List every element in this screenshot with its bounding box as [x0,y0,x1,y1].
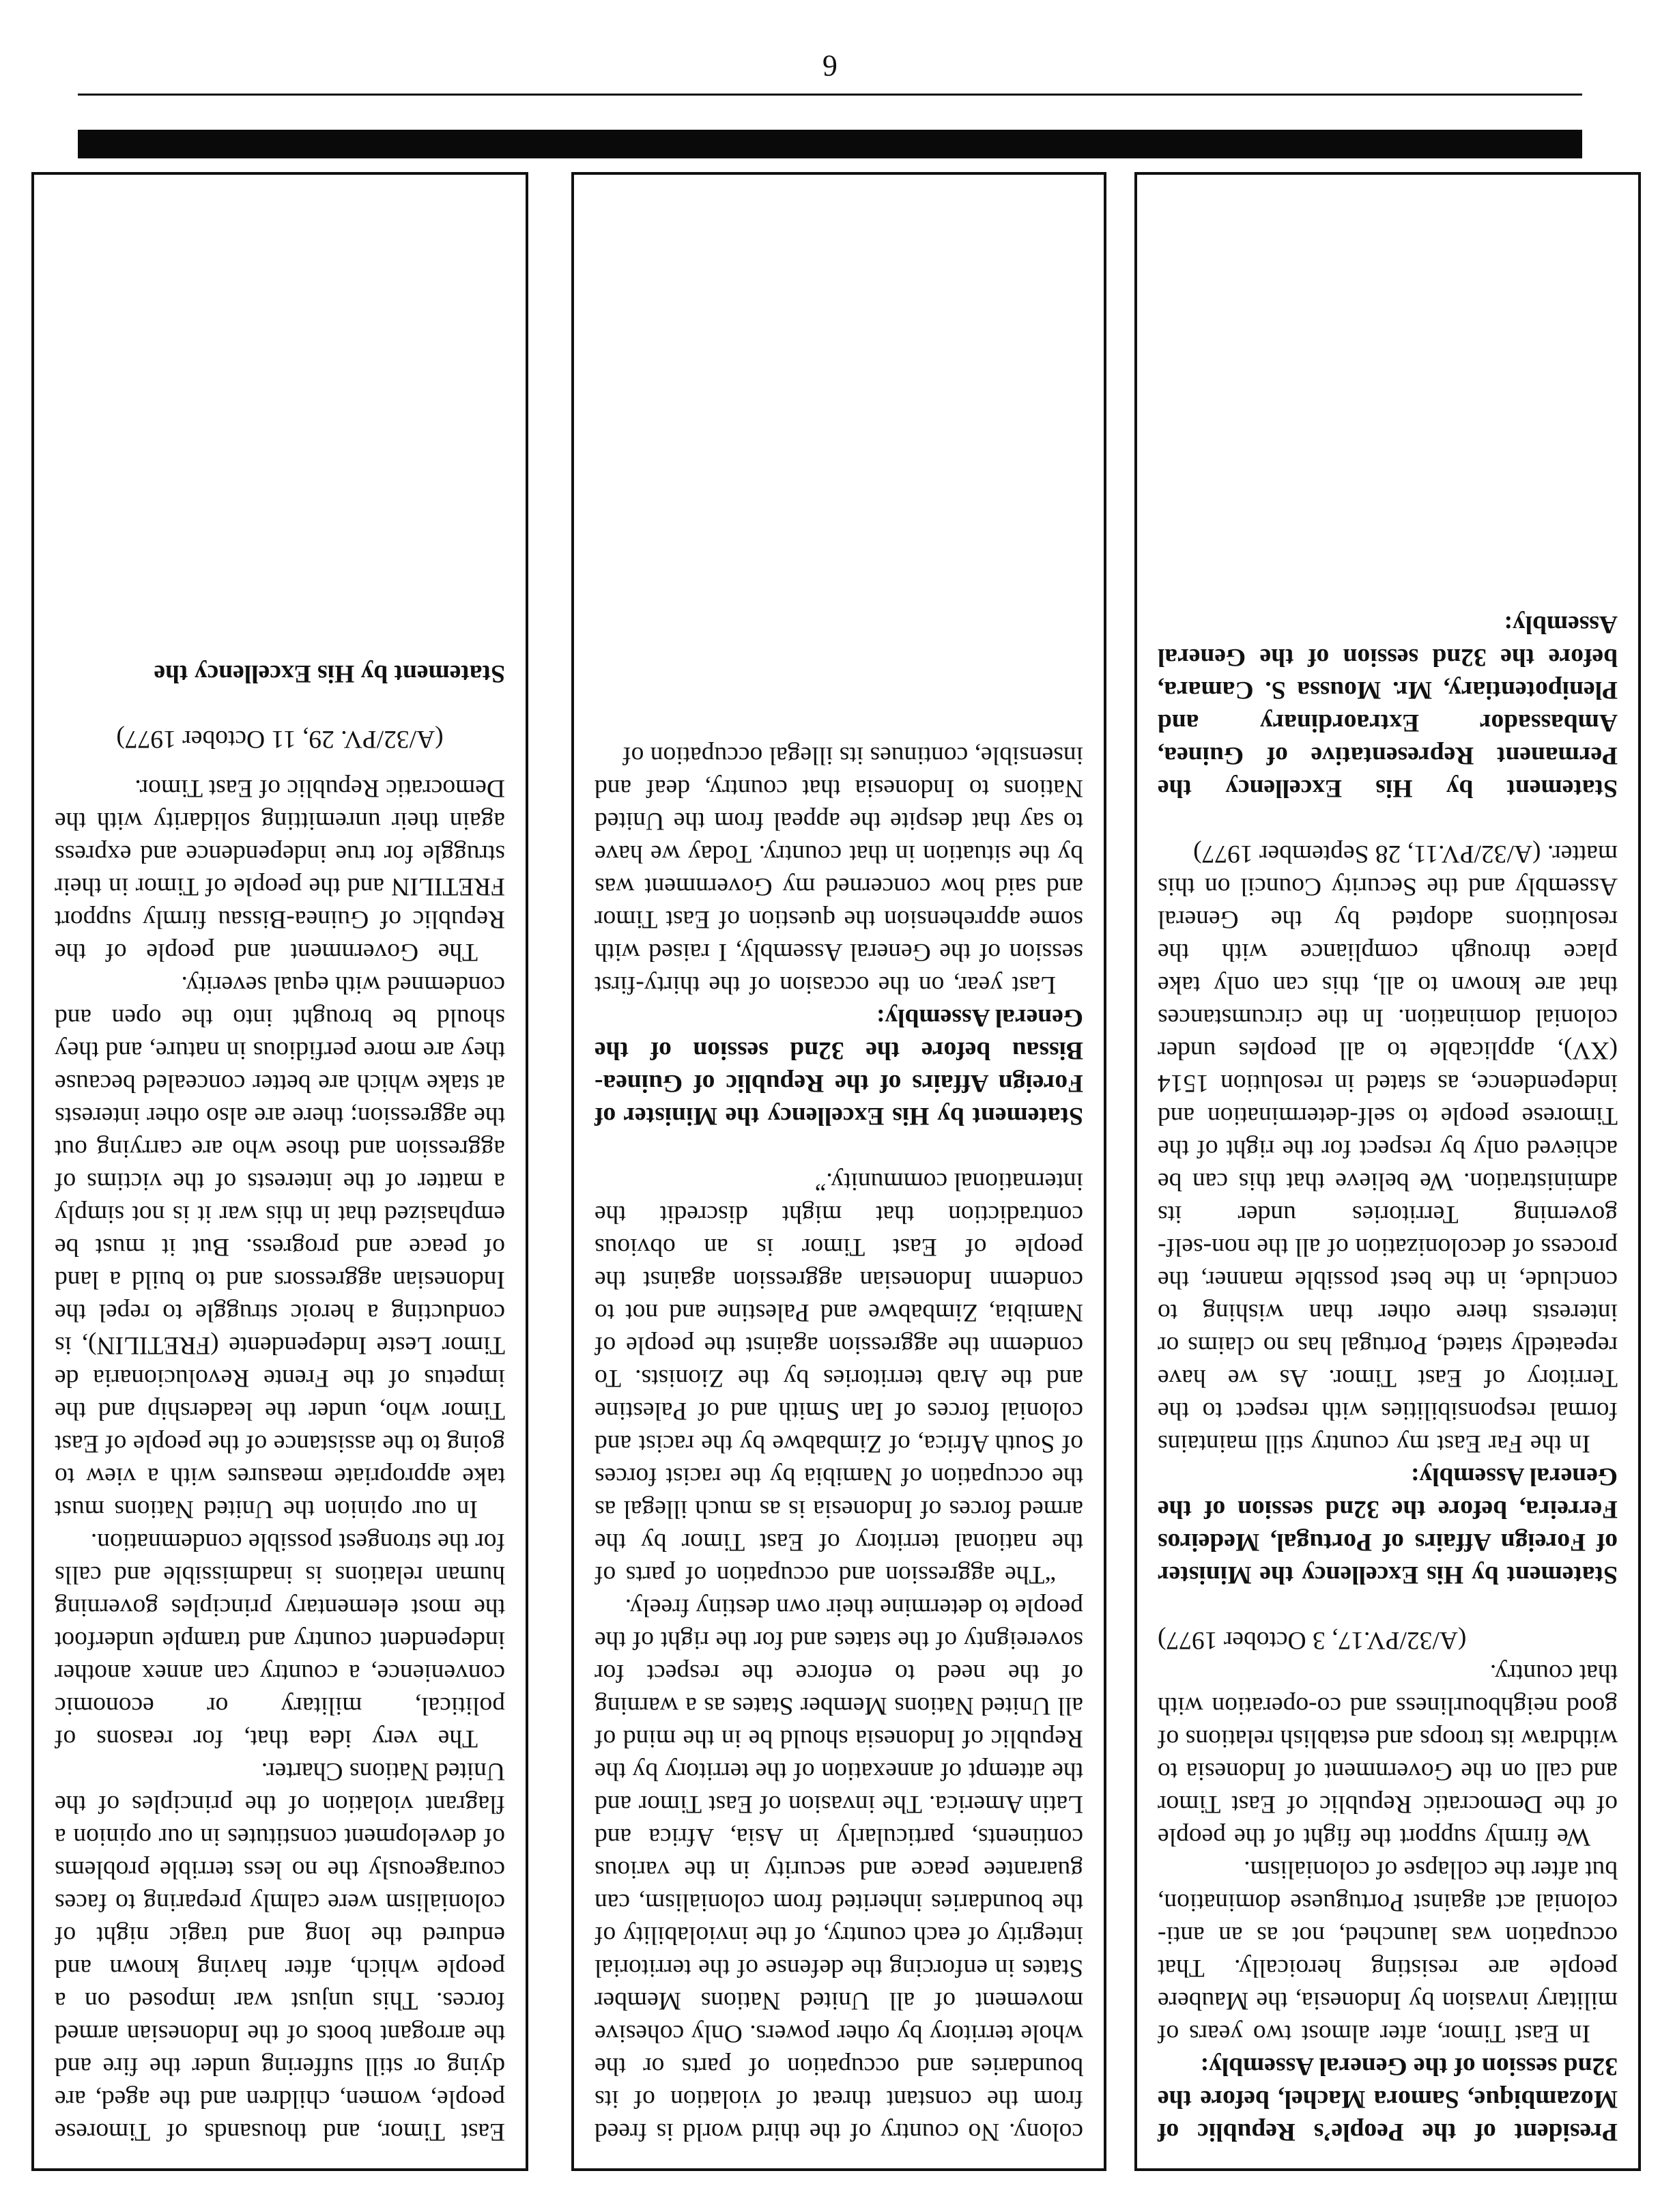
body-paragraph: East Timor, and thousands of Timorese people, women, children and the aged, are dying or still suffering under the fire and the arrogant boots of the Indonesian armed forces. This unjust war imposed on a people which, after having known and endured the long and tragic night of colonialism were calmly preparing to faces courageously the no less terrible problems of development constitutes in our opinion a flagrant violation of the principles of the United Nations Charter. [55,1757,505,2146]
header-rule [78,94,1582,96]
statement-heading: Statement by His Excellency the [154,660,505,687]
body-paragraph: We firmly support the fight of the people of the Democratic Republic of East Timor and call on the Government of Indonesia to withdraw its troops and establish relations of good neighbourliness and co-operation with that country. [1158,1659,1618,1851]
column-right [1134,172,1641,2171]
spacer [1158,1591,1618,1623]
statement-heading: Statement by His Excellency the Minister of Foreign Affairs of the Republic of Guinea-Bissau before the 32nd session of the General Assembly: [595,1004,1083,1130]
column-middle [31,172,528,2171]
spacer [55,690,505,722]
header-band [78,130,1582,158]
statement-heading: Statement by His Excellency the Minister of Foreign Affairs of Portugal, Medeiros Ferreira, before the 32nd session of the General Assembly: [1158,1462,1618,1589]
page-number: 6 [822,49,838,83]
body-paragraph: colony. No country of the third world is freed from the constant threat of violation of its boundaries and occupation of parts or the whole territory by other powers. Only cohesive movement of all United Nations Member States in enforcing the defense of the territorial integrity of each country, of the inviolability of the boundaries inherited from colonialism, can guarantee peace and security in the various continents, particularly in Asia, Africa and Latin America. The invasion of East Timor and the attempt of annexation of the territory by the Republic of Indonesia should be in the mind of all United Nations Member States as a warning of the need to enforce the respect for sovereignty of the states and for the right of the people to determine their own destiny freely. [595,1593,1083,2146]
column-left [571,172,1106,2171]
citation: (A/32/PV. 29, 11 October 1977) [116,725,444,753]
body-paragraph: In our opinion the United Nations must take appropriate measures with a view to going to the assistance of the people of East Timor who, under the leadership and the impetus of the Frente Revolucionaria de Timor Leste Independente (FRETILIN), is conducting a heroic struggle to repel the Indonesian aggressors and to build a land of peace and progress. But it must be emphasized that in this war it is not simply a matter of the interests of the victims of aggression and those who are carrying out the aggression; there are also other interests at stake which are better concealed because they are more perfidious in nature, and they should be brought into the open and condemned with equal severity. [55,971,505,1523]
statement-heading: Statement by His Excellency the Permanent Representative of Guinea, Ambassador Extraordinary and Plenipotentiary, Mr. Moussa S. Camara, before the 32nd session of the General Assembly: [1158,610,1618,802]
spacer [55,755,505,771]
citation: (A/32/PV.17, 3 October 1977) [1158,1626,1467,1654]
body-paragraph: In the Far East my country still maintains formal responsibilities with respect to the Territory of East Timor. As we have repeatedly stated, Portugal has no claims or interests there other than wishing to conclude, in the best possible manner, the process of decolonization of all the non-self-governing Territories under its administration. We believe that this can be achieved only by respect for the right of the Timorese people to self-determination and independence, as stated in resolution 1514 (XV), applicable to all peoples under colonial domination. In the circumstances that are known to all, this can only take place through compliance with the resolutions adopted by the General Assembly and the Security Council on this matter. (A/32/PV.11, 28 September 1977) [1158,840,1618,1458]
statement-heading: President of the People’s Republic of Mozambique, Samora Machel, before the 32nd session of the General Assembly: [1158,2052,1618,2146]
body-paragraph: Last year, on the occasion of the thirty-first session of the General Assembly, I raised with some apprehension the question of East Timor and said how concerned my Government was by the situation in that country. Today we have to say that despite the appeal from the United Nations to Indonesia that country, deaf and insensible, continues its illegal occupation of [595,741,1083,999]
body-paragraph: In East Timor, after almost two years of military invasion by Indonesia, the Maubere people are resisting heroically. That occupation was launched, not as an anti-colonial act against Portuguese domination, but after the collapse of colonialism. [1158,1856,1618,2047]
body-paragraph: The very idea that, for reasons of political, military or economic convenience, a country can annex another independent country and trample underfoot the most elementary principles governing human relations is inadmissible and calls for the strongest possible condemnation. [55,1528,505,1753]
spacer [595,1132,1083,1165]
body-paragraph: The Government and people of the Republic of Guinea-Bissau firmly support FRETILIN and the people of Timor in their struggle for true independence and express again their unremitting solidarity with the Democratic Republic of East Timor. [55,774,505,966]
quote-paragraph: “The aggression and occupation of parts of the national territory of East Timor by the armed forces of Indonesia is as much illegal as the occupation of Namibia by the racist forces of South Africa, of Zimbabwe by the racist and colonial forces of Ian Smith and of Palestine and the Arab territories by the Zionists. To condemn the aggression against the people of Namibia, Zimbabwe and Palestine and not to condemn Indonesian aggression against the people of East Timor is an obvious contradiction that might discredit the international community.” [595,1167,1083,1589]
spacer [1158,804,1618,837]
